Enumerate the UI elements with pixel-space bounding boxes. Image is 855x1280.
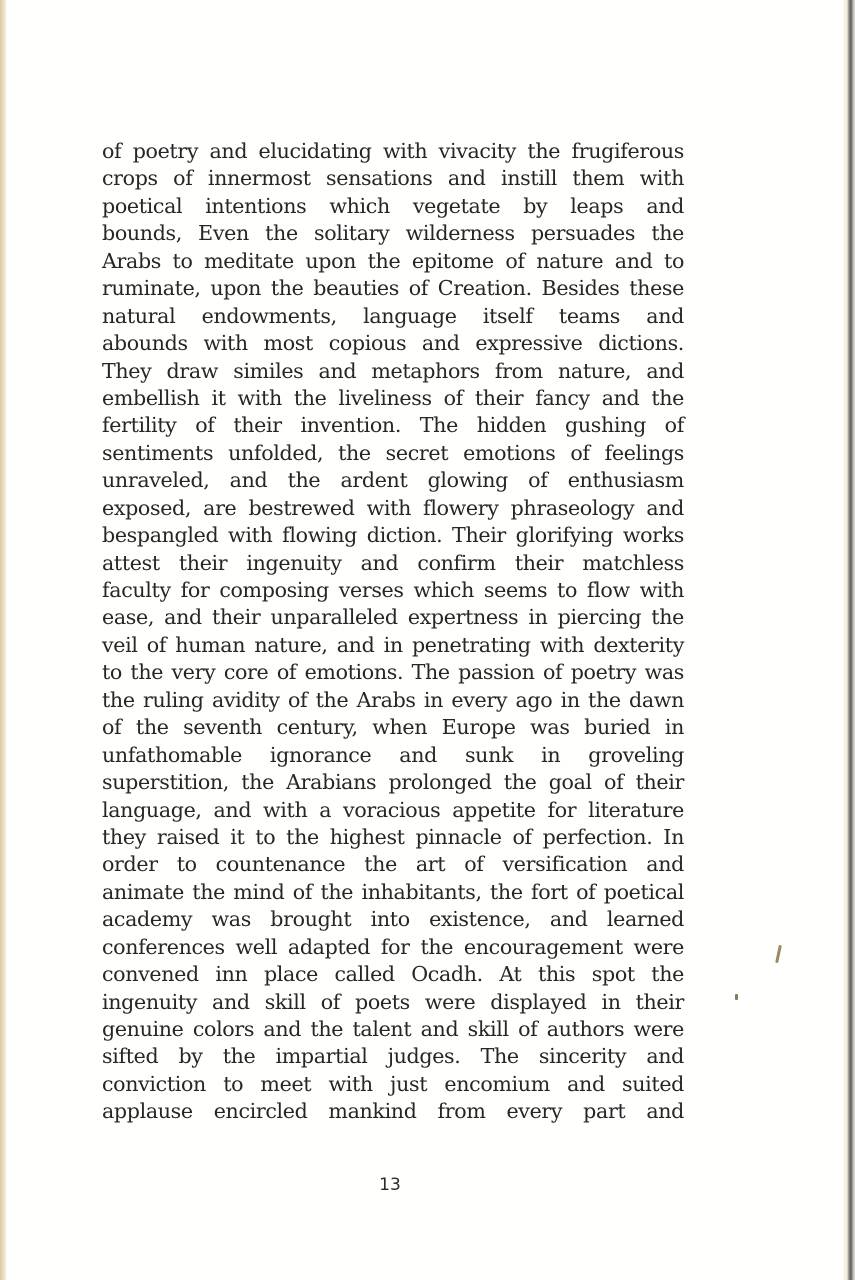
text-line: of poetry and elucidating with vivacity the frugiferous <box>102 139 684 163</box>
text-line: to the very core of emotions. The passion of poetry was <box>102 660 684 685</box>
text-line: They draw similes and metaphors from nature, and <box>102 358 684 383</box>
text-line: the ruling avidity of the Arabs in every ago in the dawn <box>102 687 684 712</box>
body-paragraph <box>102 138 684 1126</box>
text-line: superstition, the Arabians prolonged the goal of their <box>102 770 684 795</box>
text-line: embellish it with the liveliness of their fancy and the <box>102 385 684 410</box>
text-line: unfathomable ignorance and sunk in groveling <box>102 742 684 767</box>
text-line: unraveled, and the ardent glowing of enthusiasm <box>102 468 684 493</box>
text-line: applause encircled mankind from every part and <box>102 1099 684 1124</box>
text-line: fertility of their invention. The hidden gushing of <box>102 413 684 438</box>
text-line: poetical intentions which vegetate by leaps and <box>102 193 684 218</box>
text-line: they raised it to the highest pinnacle of perfection. In <box>102 824 684 849</box>
text-line: exposed, are bestrewed with flowery phraseology and <box>102 495 684 520</box>
scan-speck <box>735 994 738 1000</box>
text-line: ruminate, upon the beauties of Creation. Besides these <box>102 276 684 301</box>
text-line: natural endowments, language itself teams and <box>102 303 684 328</box>
scan-speck <box>775 945 782 963</box>
text-line: of the seventh century, when Europe was buried in <box>102 715 684 740</box>
text-line: conferences well adapted for the encouragement were <box>102 934 684 959</box>
text-line: sentiments unfolded, the secret emotions of feelings <box>102 440 684 465</box>
text-line: Arabs to meditate upon the epitome of nature and to <box>102 248 684 273</box>
text-line: order to countenance the art of versification and <box>102 852 684 877</box>
page-right-edge <box>843 0 855 1280</box>
text-line: ease, and their unparalleled expertness in piercing the <box>102 605 684 630</box>
text-line: language, and with a voracious appetite for literature <box>102 797 684 822</box>
text-line: ingenuity and skill of poets were displayed in their <box>102 989 684 1014</box>
text-line: genuine colors and the talent and skill of authors were <box>102 1017 684 1041</box>
text-line: bounds, Even the solitary wilderness persuades the <box>102 221 684 246</box>
text-line: abounds with most copious and expressive dictions. <box>102 331 684 356</box>
text-line: attest their ingenuity and confirm their matchless <box>102 550 684 575</box>
text-line: conviction to meet with just encomium and suited <box>102 1071 684 1096</box>
text-line: faculty for composing verses which seems to flow with <box>102 578 684 602</box>
page-left-edge <box>0 0 6 1280</box>
text-line: academy was brought into existence, and learned <box>102 907 684 932</box>
text-line: veil of human nature, and in penetrating with dexterity <box>102 632 684 657</box>
text-line: crops of innermost sensations and instill them with <box>102 166 684 191</box>
text-line: convened inn place called Ocadh. At this spot the <box>102 962 684 987</box>
text-line: sifted by the impartial judges. The sincerity and <box>102 1044 684 1069</box>
page-number: 13 <box>379 1175 401 1195</box>
text-line: bespangled with flowing diction. Their glorifying works <box>102 523 684 548</box>
text-line: animate the mind of the inhabitants, the fort of poetical <box>102 879 684 904</box>
